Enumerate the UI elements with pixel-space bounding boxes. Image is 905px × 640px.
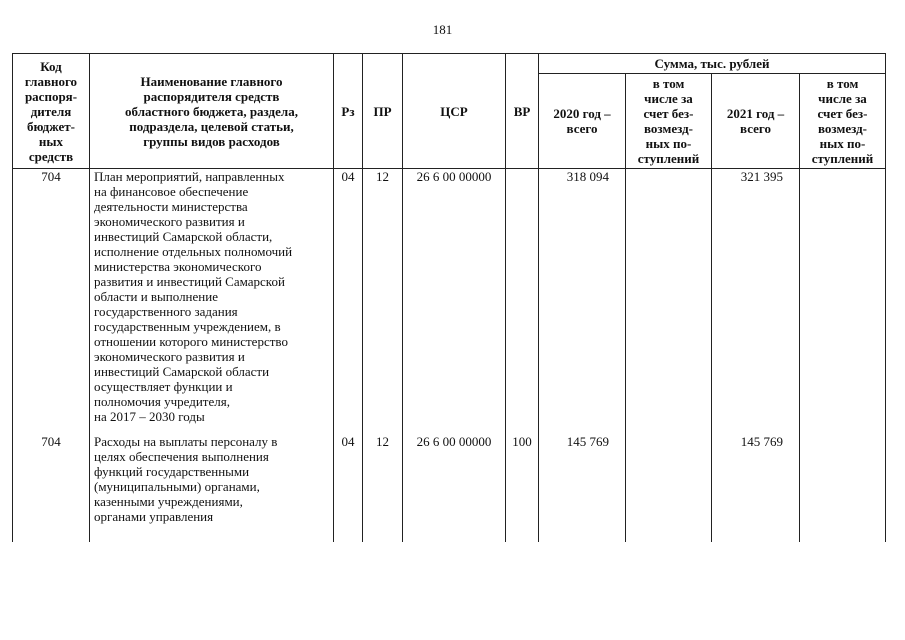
header-2020-total: 2020 год – всего — [539, 74, 626, 169]
header-row-top — [13, 54, 886, 74]
cell-pr: 12 — [363, 424, 403, 542]
table-row — [13, 169, 886, 425]
cell-2021-total: 321 395 — [712, 169, 800, 425]
cell-csr: 26 6 00 00000 — [403, 169, 506, 425]
cell-2020-total: 318 094 — [539, 169, 626, 425]
cell-name: Расходы на выплаты персоналу в целях обеспечения выполнения функций государственными (муниципальными) органами, казенными учреждениями, органами управления — [90, 424, 334, 542]
header-sum-group: Сумма, тыс. рублей — [539, 54, 886, 74]
header-rz: Рз — [334, 54, 363, 169]
cell-vr — [506, 169, 539, 425]
header-vr: ВР — [506, 54, 539, 169]
cell-rz: 04 — [334, 424, 363, 542]
header-2021-free: в том числе за счет без- возмезд- ных по- ступлений — [800, 74, 886, 169]
cell-2021-free — [800, 424, 886, 542]
cell-name: План мероприятий, направленных на финансовое обеспечение деятельности министерства экономического развития и инвестиций Самарской области, исполнение отдельных полномочий министерства экономического развития и инвестиций Самарской области и выполнение государственного задания государственным учреждением, в отношении которого министерство экономического развития и инвестиций Самарской области осуществляет функции и полномочия учредителя, на 2017 – 2030 годы — [90, 169, 334, 425]
cell-csr: 26 6 00 00000 — [403, 424, 506, 542]
header-2021-total: 2021 год – всего — [712, 74, 800, 169]
header-code: Код главного распоря- дителя бюджет- ных средств — [13, 54, 90, 169]
header-2020-free: в том числе за счет без- возмезд- ных по- ступлений — [626, 74, 712, 169]
page-number: 181 — [432, 22, 453, 37]
cell-2020-total: 145 769 — [539, 424, 626, 542]
budget-table — [12, 53, 886, 542]
cell-2020-free — [626, 424, 712, 542]
cell-code: 704 — [13, 424, 90, 542]
cell-rz: 04 — [334, 169, 363, 425]
cell-2021-total: 145 769 — [712, 424, 800, 542]
cell-pr: 12 — [363, 169, 403, 425]
cell-2021-free — [800, 169, 886, 425]
table-row — [13, 424, 886, 542]
header-csr: ЦСР — [403, 54, 506, 169]
header-name: Наименование главного распорядителя средств областного бюджета, раздела, подраздела, целевой статьи, группы видов расходов — [90, 54, 334, 169]
cell-code: 704 — [13, 169, 90, 425]
cell-2020-free — [626, 169, 712, 425]
header-pr: ПР — [363, 54, 403, 169]
cell-vr: 100 — [506, 424, 539, 542]
